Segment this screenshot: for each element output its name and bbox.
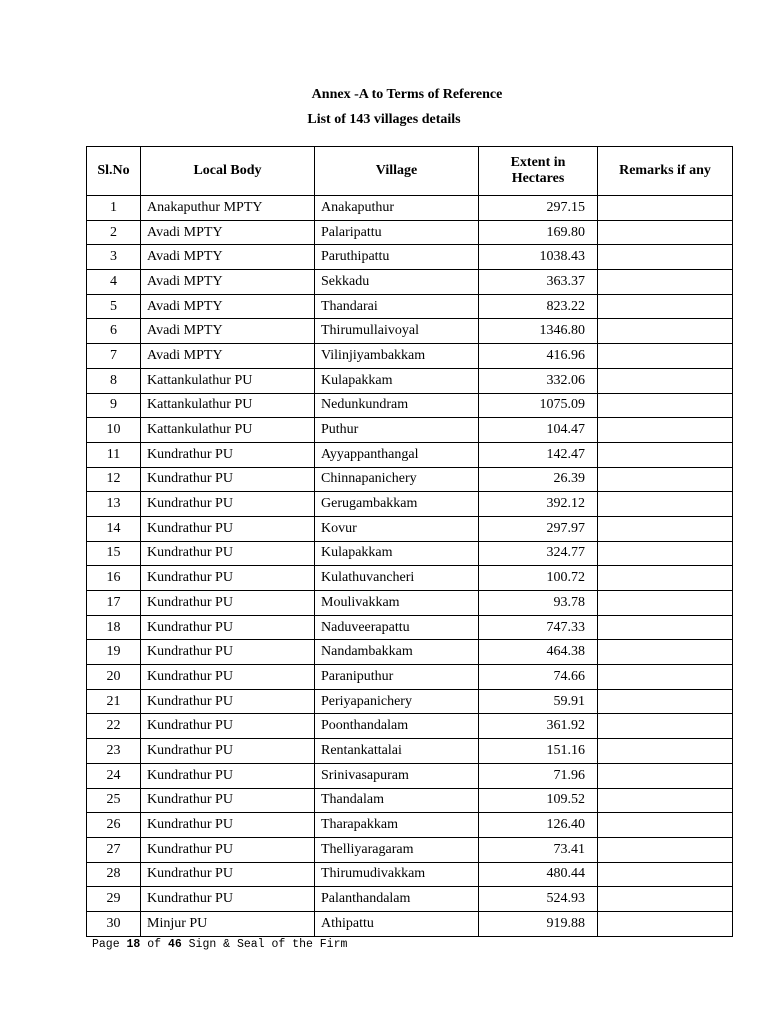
cell-remarks [598, 220, 733, 245]
footer-page-of: of [140, 938, 168, 951]
cell-village: Nandambakkam [315, 640, 479, 665]
footer-page-prefix: Page [92, 938, 127, 951]
cell-extent: 59.91 [479, 689, 598, 714]
cell-local-body: Kundrathur PU [141, 615, 315, 640]
cell-local-body: Kattankulathur PU [141, 393, 315, 418]
cell-remarks [598, 665, 733, 690]
cell-village: Palaripattu [315, 220, 479, 245]
cell-sl-no: 8 [87, 368, 141, 393]
cell-extent: 747.33 [479, 615, 598, 640]
table-row [87, 640, 733, 665]
cell-sl-no: 21 [87, 689, 141, 714]
cell-extent: 26.39 [479, 467, 598, 492]
cell-local-body: Kundrathur PU [141, 689, 315, 714]
cell-local-body: Kattankulathur PU [141, 418, 315, 443]
footer-sign-seal: Sign & Seal of the Firm [181, 938, 348, 951]
cell-extent: 71.96 [479, 763, 598, 788]
cell-sl-no: 5 [87, 294, 141, 319]
cell-sl-no: 15 [87, 541, 141, 566]
cell-local-body: Avadi MPTY [141, 245, 315, 270]
table-row [87, 541, 733, 566]
cell-village: Athipattu [315, 911, 479, 936]
cell-remarks [598, 837, 733, 862]
cell-local-body: Kundrathur PU [141, 665, 315, 690]
header-extent [479, 147, 598, 196]
table-row [87, 220, 733, 245]
cell-sl-no: 26 [87, 813, 141, 838]
cell-sl-no: 13 [87, 492, 141, 517]
table-row [87, 837, 733, 862]
cell-sl-no: 3 [87, 245, 141, 270]
cell-extent: 324.77 [479, 541, 598, 566]
cell-local-body: Avadi MPTY [141, 294, 315, 319]
cell-sl-no: 28 [87, 862, 141, 887]
cell-remarks [598, 319, 733, 344]
cell-remarks [598, 344, 733, 369]
cell-extent: 361.92 [479, 714, 598, 739]
cell-local-body: Kundrathur PU [141, 492, 315, 517]
cell-sl-no: 16 [87, 566, 141, 591]
cell-extent: 74.66 [479, 665, 598, 690]
cell-sl-no: 20 [87, 665, 141, 690]
cell-remarks [598, 270, 733, 295]
cell-local-body: Kundrathur PU [141, 887, 315, 912]
cell-local-body: Kundrathur PU [141, 442, 315, 467]
cell-local-body: Avadi MPTY [141, 344, 315, 369]
table-row [87, 393, 733, 418]
cell-village: Kovur [315, 516, 479, 541]
table-row [87, 788, 733, 813]
cell-extent: 363.37 [479, 270, 598, 295]
header-extent-label: Extent in Hectares [510, 155, 566, 186]
cell-local-body: Anakaputhur MPTY [141, 196, 315, 221]
cell-sl-no: 12 [87, 467, 141, 492]
cell-sl-no: 7 [87, 344, 141, 369]
cell-village: Thirumudivakkam [315, 862, 479, 887]
cell-sl-no: 24 [87, 763, 141, 788]
table-header-row [87, 147, 733, 196]
cell-sl-no: 6 [87, 319, 141, 344]
cell-remarks [598, 739, 733, 764]
cell-village: Kulapakkam [315, 541, 479, 566]
cell-village: Kulathuvancheri [315, 566, 479, 591]
cell-village: Periyapanichery [315, 689, 479, 714]
cell-remarks [598, 294, 733, 319]
cell-remarks [598, 393, 733, 418]
cell-village: Naduveerapattu [315, 615, 479, 640]
cell-extent: 126.40 [479, 813, 598, 838]
cell-village: Palanthandalam [315, 887, 479, 912]
cell-extent: 1038.43 [479, 245, 598, 270]
table-row [87, 665, 733, 690]
cell-remarks [598, 245, 733, 270]
cell-extent: 480.44 [479, 862, 598, 887]
cell-extent: 332.06 [479, 368, 598, 393]
table-row [87, 887, 733, 912]
table-row [87, 196, 733, 221]
cell-remarks [598, 788, 733, 813]
cell-extent: 464.38 [479, 640, 598, 665]
cell-local-body: Kundrathur PU [141, 591, 315, 616]
cell-extent: 104.47 [479, 418, 598, 443]
cell-sl-no: 11 [87, 442, 141, 467]
cell-village: Srinivasapuram [315, 763, 479, 788]
cell-local-body: Kundrathur PU [141, 640, 315, 665]
cell-extent: 142.47 [479, 442, 598, 467]
cell-local-body: Kattankulathur PU [141, 368, 315, 393]
cell-village: Poonthandalam [315, 714, 479, 739]
cell-local-body: Avadi MPTY [141, 220, 315, 245]
table-row [87, 516, 733, 541]
cell-local-body: Avadi MPTY [141, 319, 315, 344]
page-footer [92, 938, 347, 951]
table-row [87, 492, 733, 517]
cell-extent: 392.12 [479, 492, 598, 517]
cell-remarks [598, 862, 733, 887]
cell-village: Vilinjiyambakkam [315, 344, 479, 369]
cell-village: Tharapakkam [315, 813, 479, 838]
cell-extent: 169.80 [479, 220, 598, 245]
cell-village: Thelliyaragaram [315, 837, 479, 862]
cell-extent: 1346.80 [479, 319, 598, 344]
cell-village: Anakaputhur [315, 196, 479, 221]
cell-remarks [598, 813, 733, 838]
document-subtitle: List of 143 villages details [307, 112, 461, 127]
cell-remarks [598, 368, 733, 393]
cell-village: Thandarai [315, 294, 479, 319]
cell-local-body: Kundrathur PU [141, 788, 315, 813]
cell-local-body: Avadi MPTY [141, 270, 315, 295]
cell-village: Puthur [315, 418, 479, 443]
cell-remarks [598, 615, 733, 640]
table-body [87, 196, 733, 937]
cell-local-body: Minjur PU [141, 911, 315, 936]
table-row [87, 763, 733, 788]
table-row [87, 566, 733, 591]
table-row [87, 689, 733, 714]
cell-sl-no: 9 [87, 393, 141, 418]
cell-sl-no: 29 [87, 887, 141, 912]
cell-remarks [598, 591, 733, 616]
cell-extent: 297.97 [479, 516, 598, 541]
cell-extent: 93.78 [479, 591, 598, 616]
cell-local-body: Kundrathur PU [141, 739, 315, 764]
document-title: Annex -A to Terms of Reference [311, 87, 503, 102]
cell-sl-no: 17 [87, 591, 141, 616]
cell-remarks [598, 714, 733, 739]
cell-extent: 73.41 [479, 837, 598, 862]
cell-extent: 416.96 [479, 344, 598, 369]
table-row [87, 418, 733, 443]
cell-extent: 919.88 [479, 911, 598, 936]
cell-extent: 823.22 [479, 294, 598, 319]
cell-village: Nedunkundram [315, 393, 479, 418]
cell-sl-no: 10 [87, 418, 141, 443]
cell-sl-no: 4 [87, 270, 141, 295]
table-row [87, 714, 733, 739]
table-row [87, 294, 733, 319]
cell-village: Thirumullaivoyal [315, 319, 479, 344]
cell-local-body: Kundrathur PU [141, 862, 315, 887]
cell-sl-no: 22 [87, 714, 141, 739]
table-row [87, 862, 733, 887]
table-row [87, 615, 733, 640]
cell-sl-no: 2 [87, 220, 141, 245]
cell-village: Paraniputhur [315, 665, 479, 690]
table-row [87, 911, 733, 936]
cell-remarks [598, 566, 733, 591]
header-village: Village [315, 147, 479, 196]
cell-local-body: Kundrathur PU [141, 541, 315, 566]
cell-sl-no: 27 [87, 837, 141, 862]
cell-local-body: Kundrathur PU [141, 566, 315, 591]
footer-page-current: 18 [126, 938, 141, 951]
cell-local-body: Kundrathur PU [141, 714, 315, 739]
cell-village: Kulapakkam [315, 368, 479, 393]
cell-extent: 151.16 [479, 739, 598, 764]
cell-village: Chinnapanichery [315, 467, 479, 492]
cell-sl-no: 23 [87, 739, 141, 764]
table-row [87, 368, 733, 393]
table-row [87, 813, 733, 838]
cell-extent: 100.72 [479, 566, 598, 591]
cell-remarks [598, 640, 733, 665]
cell-village: Ayyappanthangal [315, 442, 479, 467]
cell-local-body: Kundrathur PU [141, 837, 315, 862]
cell-local-body: Kundrathur PU [141, 467, 315, 492]
cell-remarks [598, 467, 733, 492]
table-row [87, 270, 733, 295]
cell-sl-no: 18 [87, 615, 141, 640]
cell-village: Gerugambakkam [315, 492, 479, 517]
table-row [87, 739, 733, 764]
table-row [87, 319, 733, 344]
footer-page-total: 46 [167, 938, 182, 951]
cell-remarks [598, 887, 733, 912]
table-row [87, 467, 733, 492]
cell-sl-no: 14 [87, 516, 141, 541]
cell-remarks [598, 418, 733, 443]
cell-village: Rentankattalai [315, 739, 479, 764]
cell-sl-no: 19 [87, 640, 141, 665]
cell-local-body: Kundrathur PU [141, 516, 315, 541]
header-local-body: Local Body [141, 147, 315, 196]
cell-village: Paruthipattu [315, 245, 479, 270]
cell-remarks [598, 516, 733, 541]
villages-table [86, 146, 733, 937]
cell-local-body: Kundrathur PU [141, 763, 315, 788]
cell-local-body: Kundrathur PU [141, 813, 315, 838]
header-remarks: Remarks if any [598, 147, 733, 196]
cell-sl-no: 30 [87, 911, 141, 936]
cell-remarks [598, 492, 733, 517]
cell-extent: 524.93 [479, 887, 598, 912]
table-row [87, 591, 733, 616]
cell-remarks [598, 196, 733, 221]
cell-extent: 297.15 [479, 196, 598, 221]
cell-sl-no: 1 [87, 196, 141, 221]
table-row [87, 442, 733, 467]
cell-extent: 1075.09 [479, 393, 598, 418]
cell-remarks [598, 442, 733, 467]
cell-sl-no: 25 [87, 788, 141, 813]
cell-remarks [598, 763, 733, 788]
cell-extent: 109.52 [479, 788, 598, 813]
cell-village: Sekkadu [315, 270, 479, 295]
header-sl-no: Sl.No [87, 147, 141, 196]
cell-village: Moulivakkam [315, 591, 479, 616]
table-row [87, 245, 733, 270]
cell-remarks [598, 911, 733, 936]
cell-remarks [598, 689, 733, 714]
cell-remarks [598, 541, 733, 566]
cell-village: Thandalam [315, 788, 479, 813]
table-row [87, 344, 733, 369]
